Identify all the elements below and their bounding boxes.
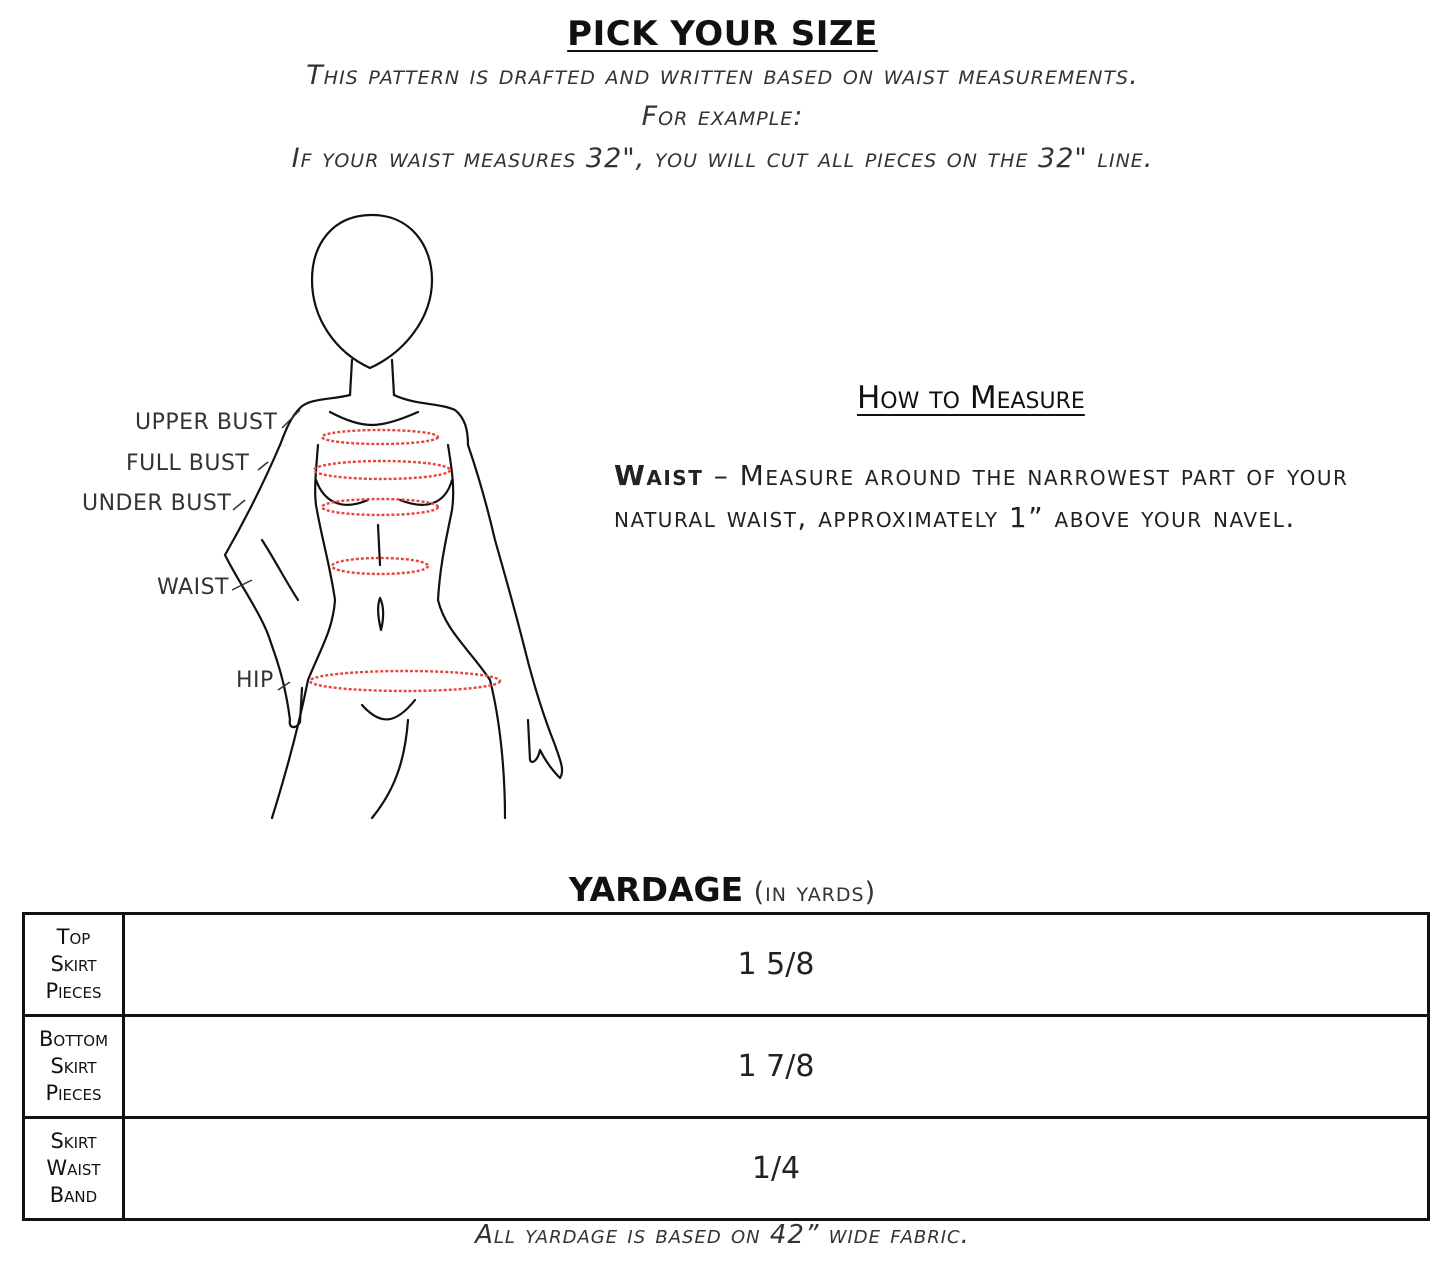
row-label-line: Skirt bbox=[50, 1054, 97, 1078]
intro-line-3: If your waist measures 32", you will cut all pieces on the 32" line. bbox=[291, 143, 1154, 174]
waist-leader bbox=[232, 580, 252, 590]
upper-bust-line bbox=[322, 430, 438, 444]
table-row bbox=[24, 1118, 1429, 1220]
row-label-line: Band bbox=[49, 1183, 98, 1207]
label-upper-bust: UPPER BUST bbox=[135, 410, 278, 435]
figure-collarbone bbox=[330, 412, 418, 425]
yardage-table bbox=[22, 912, 1430, 1221]
figure-inner-leg bbox=[372, 720, 408, 818]
intro-line-2: For example: bbox=[641, 101, 804, 132]
row-label bbox=[24, 1118, 124, 1220]
how-to-measure-title: How to Measure bbox=[857, 380, 1085, 416]
label-under-bust: UNDER BUST bbox=[82, 491, 232, 516]
row-label bbox=[24, 914, 124, 1016]
under-bust-line bbox=[322, 499, 438, 515]
figure-navel bbox=[378, 598, 383, 630]
row-label-line: Top bbox=[56, 925, 91, 949]
hip-line bbox=[310, 671, 500, 691]
row-label-line: Waist bbox=[46, 1156, 101, 1180]
under-bust-leader bbox=[233, 500, 245, 510]
row-value: 1 7/8 bbox=[124, 1016, 1429, 1118]
measure-description: Measure around the narrowest part of your natural waist, approximately 1” above your navel. bbox=[614, 459, 1349, 534]
measure-dash: – bbox=[703, 459, 740, 492]
figure-head bbox=[312, 215, 432, 368]
yardage-unit: (in yards) bbox=[753, 877, 877, 908]
row-value: 1/4 bbox=[124, 1118, 1429, 1220]
row-label-line: Pieces bbox=[45, 1081, 102, 1105]
upper-bust-leader bbox=[282, 410, 300, 428]
full-bust-line bbox=[314, 461, 450, 479]
row-label-line: Skirt bbox=[50, 1129, 97, 1153]
yardage-heading: YARDAGE bbox=[568, 870, 744, 909]
body-measurement-figure bbox=[60, 205, 600, 830]
row-label-line: Skirt bbox=[50, 952, 97, 976]
yardage-footnote: All yardage is based on 42” wide fabric. bbox=[475, 1220, 970, 1250]
figure-shoulders bbox=[280, 395, 468, 445]
row-label bbox=[24, 1016, 124, 1118]
figure-crotch bbox=[362, 700, 415, 719]
table-row bbox=[24, 1016, 1429, 1118]
full-bust-leader bbox=[258, 462, 268, 470]
label-hip: HIP bbox=[236, 668, 274, 693]
figure-torso-right bbox=[438, 445, 505, 818]
table-row bbox=[24, 914, 1429, 1016]
figure-torso-left bbox=[272, 445, 335, 818]
intro-line-1: This pattern is drafted and written based on waist measurements. bbox=[306, 60, 1139, 91]
row-label-line: Pieces bbox=[45, 979, 102, 1003]
yardage-title bbox=[0, 870, 1445, 909]
row-label-line: Bottom bbox=[38, 1027, 109, 1051]
page-title: PICK YOUR SIZE bbox=[567, 14, 878, 54]
measure-term: Waist bbox=[614, 459, 704, 492]
row-value: 1 5/8 bbox=[124, 914, 1429, 1016]
label-waist: WAIST bbox=[157, 575, 229, 600]
figure-neck bbox=[350, 360, 394, 395]
label-full-bust: FULL BUST bbox=[126, 451, 250, 476]
how-to-measure-text bbox=[614, 455, 1394, 539]
figure-right-arm bbox=[468, 445, 562, 778]
